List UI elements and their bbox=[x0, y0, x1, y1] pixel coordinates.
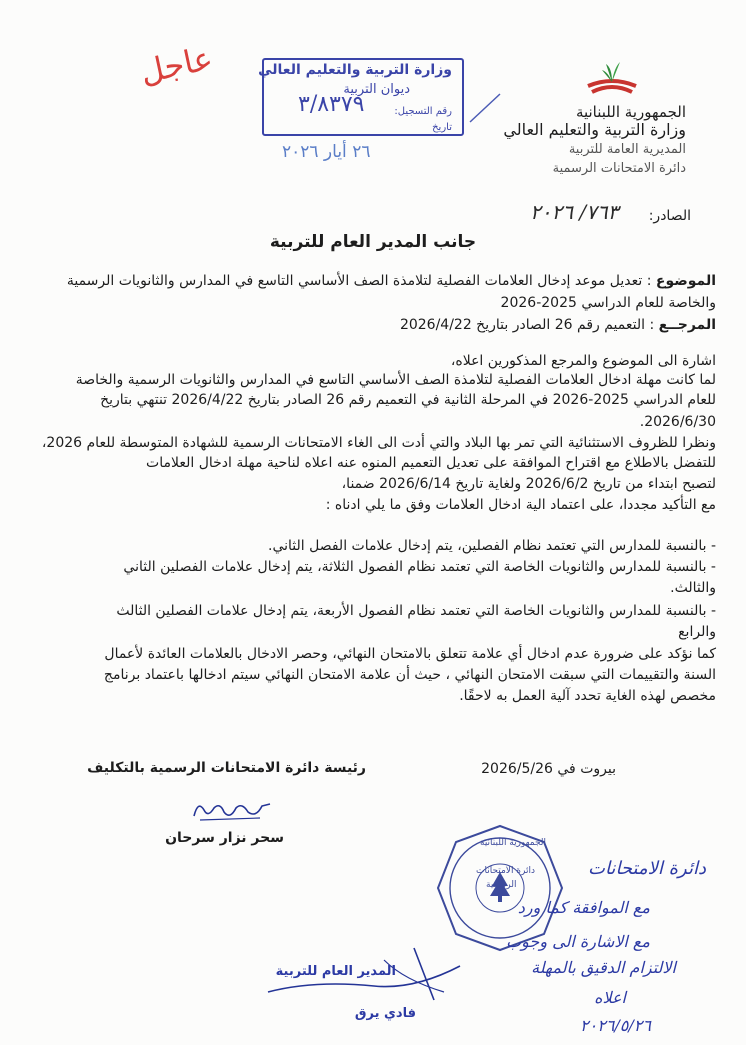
bullet-line: - بالنسبة للمدارس والثانويات الخاصة التي تعتمد نظام الفصول الأربعة، يتم إدخال علامات الفصلين الثالث bbox=[116, 603, 716, 619]
handwritten-note-line: مع الموافقة كما ورد bbox=[517, 898, 650, 917]
subject-line-2: والخاصة للعام الدراسي 2025-2026 bbox=[500, 295, 716, 311]
reference-label: المرجــع bbox=[658, 317, 716, 333]
check-mark-icon bbox=[468, 92, 502, 126]
body-line: السنة والتقييمات التي سبقت الامتحان النهائي ، حيث أن علامة الامتحان النهائي سيتم ادخالها باعتماد برنامج bbox=[103, 667, 716, 683]
bullet-line: - بالنسبة للمدارس التي تعتمد نظام الفصلين، يتم إدخال علامات الفصل الثاني. bbox=[268, 538, 716, 554]
seal-mid-text-1: دائرة الامتحانات bbox=[476, 866, 535, 876]
reference-line bbox=[400, 316, 716, 335]
bullet-line: والرابع bbox=[678, 624, 716, 640]
registry-stamp bbox=[258, 58, 464, 136]
director-title: المدير العام للتربية bbox=[275, 964, 396, 979]
outgoing-label: الصادر: bbox=[648, 208, 691, 224]
handwritten-note-line: اعلاه bbox=[594, 988, 626, 1007]
ministry-logo-icon bbox=[580, 58, 644, 98]
body-line: لما كانت مهلة ادخال العلامات الفصلية لتلامذة الصف الأساسي التاسع في المدارس والثانويات الرسمية والخاصة bbox=[75, 372, 716, 388]
director-name: فادي يرق bbox=[354, 1006, 416, 1021]
bullet-line: - بالنسبة للمدارس والثانويات الخاصة التي تعتمد نظام الفصول الثلاثة، يتم إدخال علامات الفصلين الثاني bbox=[123, 559, 716, 575]
outgoing-number: ٧٦٣/ ٢٠٢٦ bbox=[530, 200, 619, 224]
handwritten-note-date: ٢٠٢٦/٥/٢٦ bbox=[580, 1016, 651, 1035]
body-line: للعام الدراسي 2025-2026 في المرحلة الثانية في التعميم رقم 26 الصادر بتاريخ 2026/4/22 تنتهي بتاريخ bbox=[100, 392, 716, 408]
body-line: كما نؤكد على ضرورة عدم ادخال أي علامة تتعلق بالامتحان النهائي، وحصر الادخال بالعلامات العائدة لأعمال bbox=[104, 646, 716, 662]
subject-line-1 bbox=[26, 272, 716, 291]
reference-text: : التعميم رقم 26 الصادر بتاريخ 2026/4/22 bbox=[399, 317, 655, 333]
letterhead-directorate: المديرية العامة للتربية bbox=[568, 142, 686, 157]
stamp-reg-number: ٣/٨٣٧٩ bbox=[298, 92, 365, 117]
body-line: ونظرا للظروف الاستثنائية التي تمر بها البلاد والتي أدت الى الغاء الامتحانات الرسمية للشهادة المتوسطة للعام 2026، bbox=[41, 435, 716, 451]
stamp-office-line: ديوان التربية bbox=[343, 82, 410, 97]
place-date: بيروت في 2026/5/26 bbox=[481, 761, 616, 777]
signatory-name: سحر نزار سرحان bbox=[165, 830, 284, 846]
stamp-date-label: تاريخ bbox=[432, 122, 452, 133]
addressee: جانب المدير العام للتربية bbox=[269, 232, 477, 252]
signatory-title: رئيسة دائرة الامتحانات الرسمية بالتكليف bbox=[87, 760, 366, 776]
body-line: مع التأكيد مجددا، على اعتماد الية ادخال العلامات وفق ما يلي ادناه : bbox=[325, 497, 716, 513]
letterhead-republic: الجمهورية اللبنانية bbox=[575, 103, 686, 121]
urgent-handwritten-mark: عاجل bbox=[136, 38, 217, 92]
handwritten-note-line: الالتزام الدقيق بالمهلة bbox=[531, 958, 676, 977]
stamp-received-date: ٢٦ أيار ٢٠٢٦ bbox=[282, 142, 371, 162]
body-line: مخصص لهذه الغاية تحدد آلية العمل به لاحقًا. bbox=[459, 688, 716, 704]
stamp-reg-label: رقم التسجيل: bbox=[394, 106, 452, 117]
body-line: للتفضل بالاطلاع مع اقتراح الموافقة على تعديل التعميم المنوه عنه اعلاه لناحية مهلة ادخال العلامات bbox=[146, 455, 716, 471]
handwritten-note-line: دائرة الامتحانات bbox=[588, 858, 706, 879]
body-line: 2026/6/30. bbox=[639, 414, 716, 430]
bullet-line: والثالث. bbox=[670, 580, 716, 596]
signature-sarhan-icon bbox=[190, 796, 274, 826]
subject-text: : تعديل موعد إدخال العلامات الفصلية لتلامذة الصف الأساسي التاسع في المدارس والثانويات الرسمية bbox=[66, 273, 652, 289]
handwritten-note-line: مع الاشارة الى وجوب bbox=[506, 932, 650, 951]
letterhead-department: دائرة الامتحانات الرسمية bbox=[552, 161, 686, 176]
stamp-ministry-line: وزارة التربية والتعليم العالي bbox=[258, 62, 452, 78]
body-line: اشارة الى الموضوع والمرجع المذكورين اعلاه، bbox=[450, 353, 716, 369]
body-line: لتصبح ابتداء من تاريخ 2026/6/2 ولغاية تاريخ 2026/6/14 ضمنا، bbox=[341, 476, 716, 492]
subject-label: الموضوع bbox=[655, 273, 716, 289]
seal-top-text: الجمهورية اللبنانية bbox=[480, 838, 547, 848]
seal-mid-text-2: الرسمية bbox=[486, 880, 517, 890]
letterhead-ministry: وزارة التربية والتعليم العالي bbox=[503, 120, 686, 139]
